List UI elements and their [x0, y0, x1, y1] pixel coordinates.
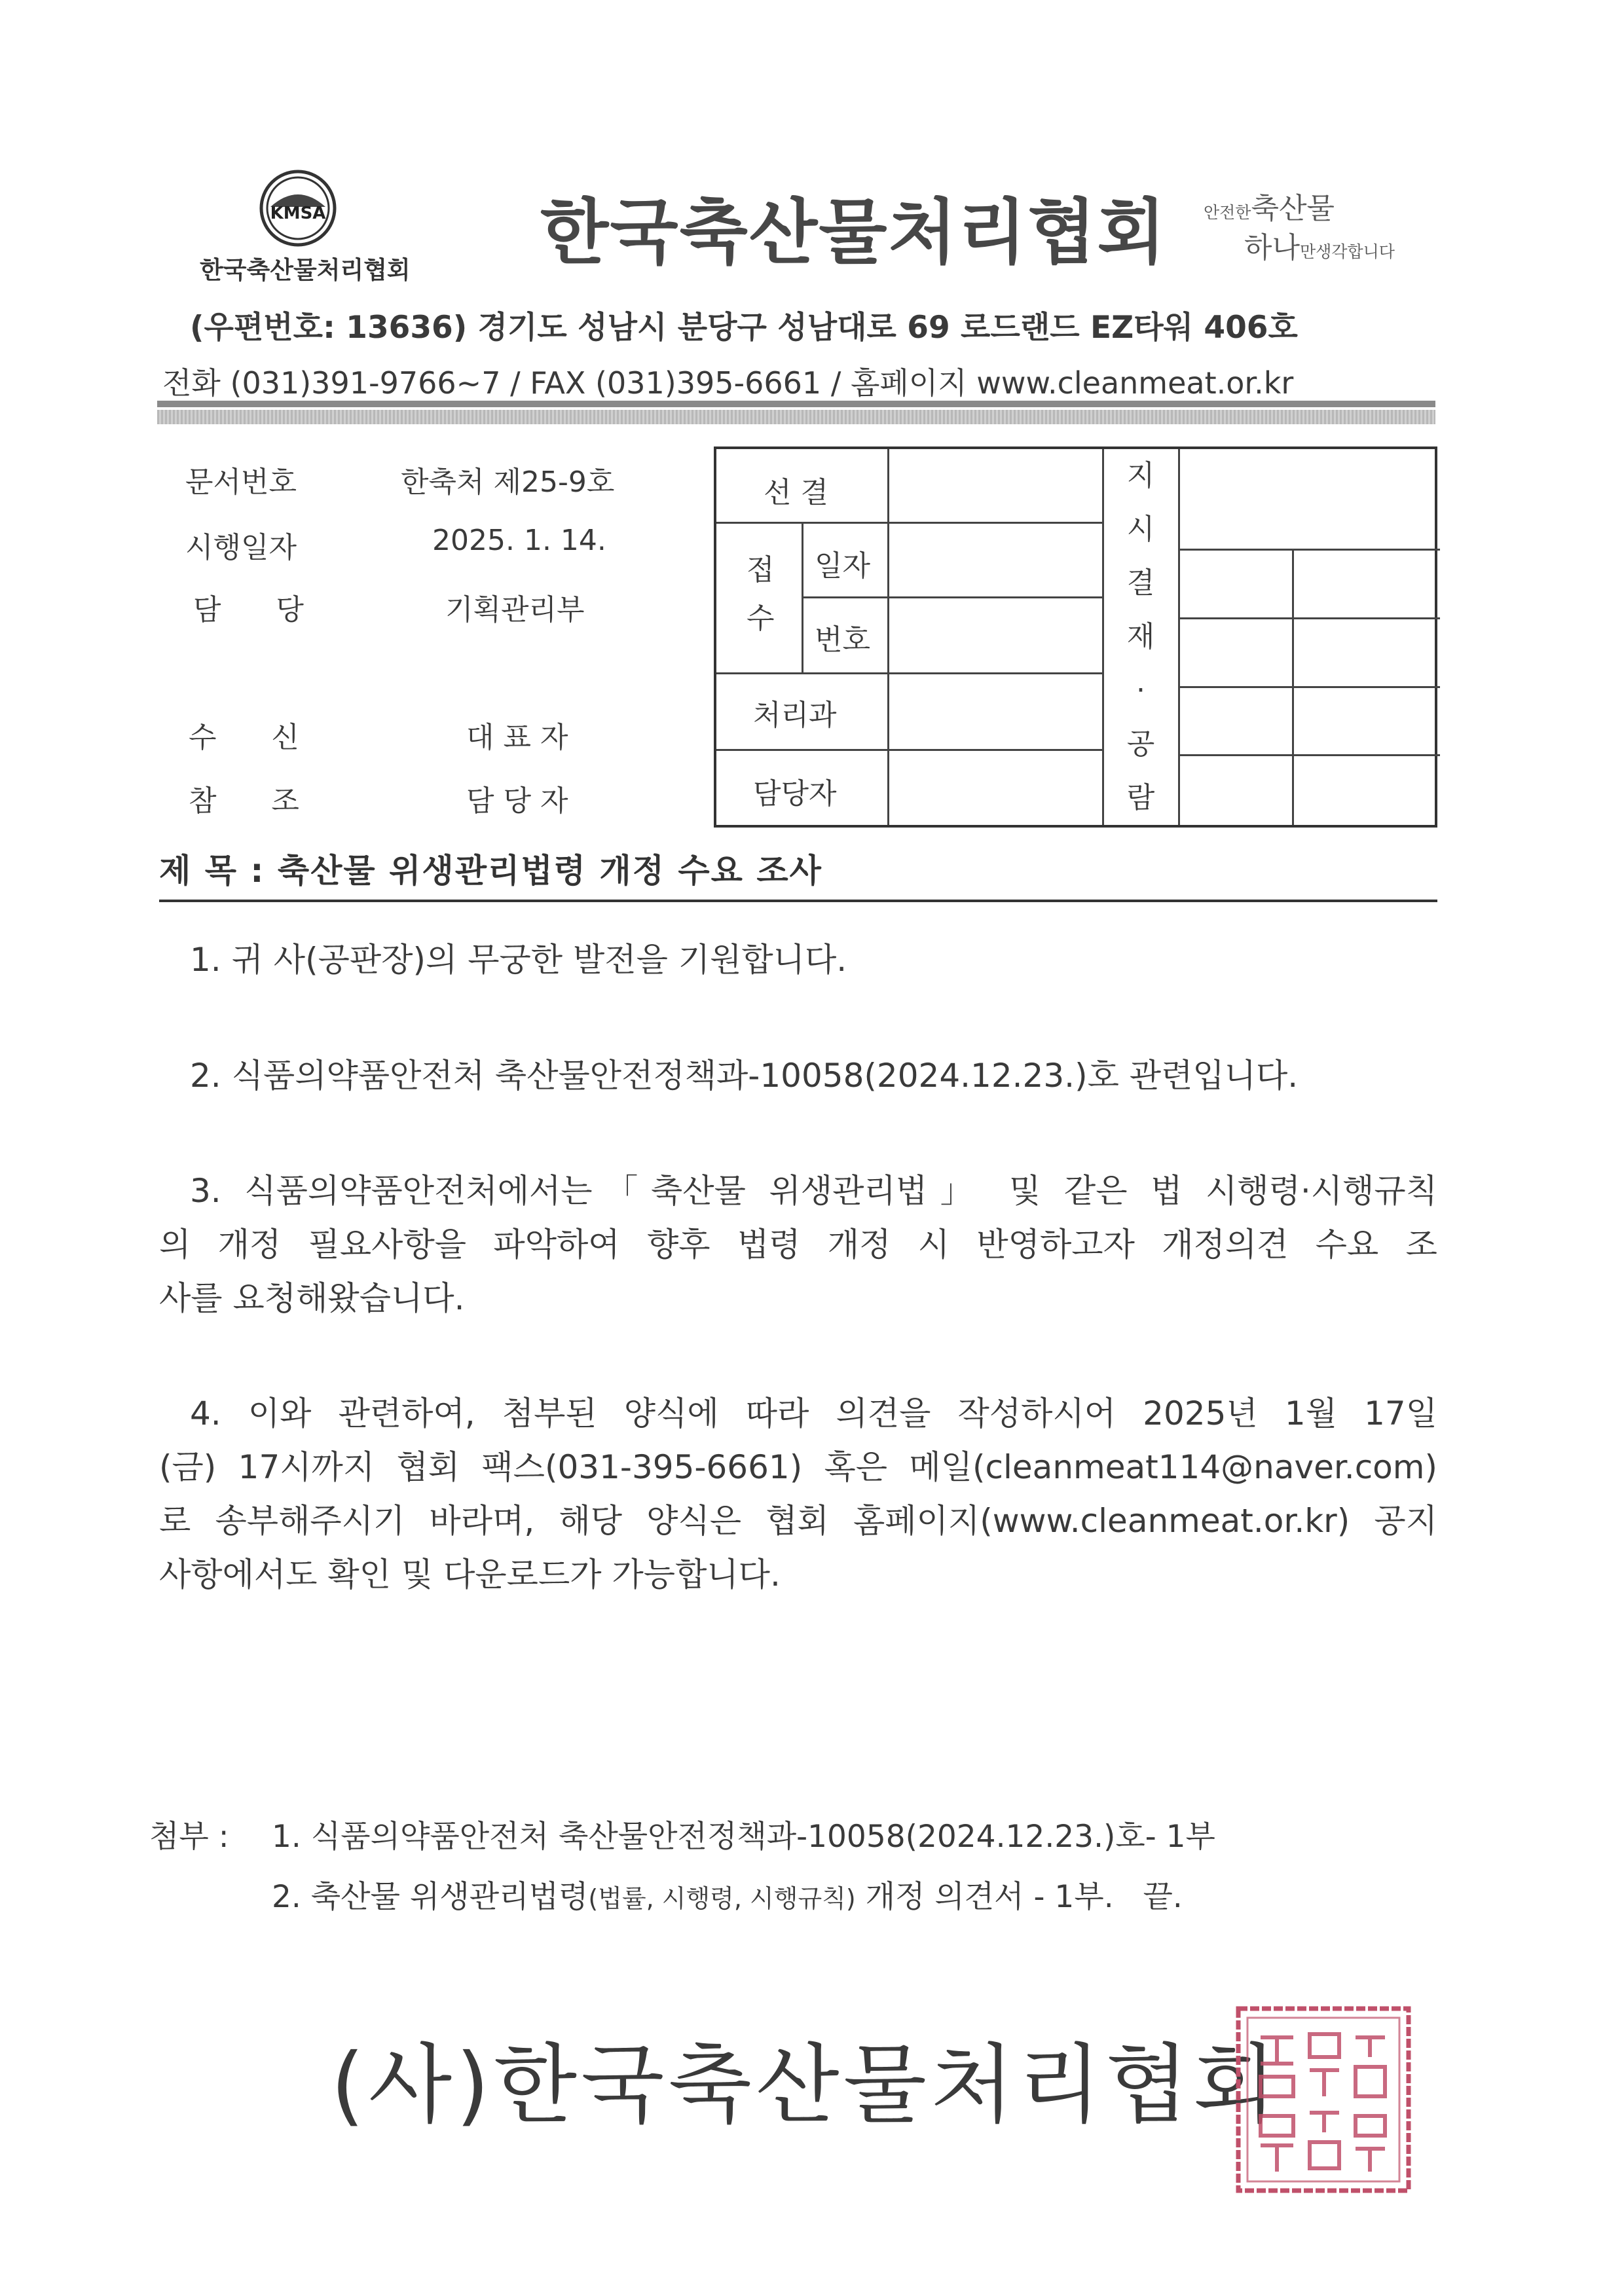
attachment-item-1: 1. 식품의약품안전처 축산물안전정책과-10058(2024.12.23.)호- 1부: [272, 1819, 1215, 1855]
address: (우편번호: 13636) 경기도 성남시 분당구 성남대로 69 로드랜드 EZ타워 406호: [190, 310, 1298, 346]
manager-value: 기획관리부: [445, 593, 585, 627]
approval-jeopsu-1: 접: [747, 553, 775, 587]
attachments-label: 첨부 :: [149, 1819, 229, 1855]
approval-date: 일자: [815, 549, 871, 583]
header-divider-pattern: [157, 410, 1435, 424]
kmsa-logo: [259, 169, 337, 247]
contact-line: 전화 (031)391-9766~7 / FAX (031)395-6661 / 홈페이지 www.cleanmeat.or.kr: [162, 365, 1294, 401]
approval-table: [714, 446, 1437, 828]
manager-label: 담 당: [193, 593, 304, 627]
slogan-line-2: 하나만생각합니다: [1244, 231, 1395, 264]
approval-vertical-label: 지 시 결 재 · 공 람: [1126, 459, 1155, 814]
doc-number-value: 한축처 제25-9호: [401, 465, 615, 499]
body-paragraph-4: 4. 이와 관련하여, 첨부된 양식에 따라 의견을 작성하시어 2025년 1월 17일 (금) 17시까지 협회 팩스(031-395-6661) 혹은 메일(cleanmeat114@naver.com) 로 송부해주시기 바라며, 해당 양식은 협회 홈페이지(www.cleanmeat.or.kr) 공지 사항에서도 확인 및 다운로드가 가능합니다.: [159, 1394, 1437, 1594]
body-paragraph-1: 1. 귀 사(공판장)의 무궁한 발전을 기원합니다.: [190, 941, 847, 979]
approval-jeopsu-2: 수: [747, 602, 775, 635]
date-value: 2025. 1. 14.: [432, 524, 606, 557]
org-title: 한국축산물처리협회: [540, 192, 1167, 274]
attachment-item-2: 2. 축산물 위생관리법령(법률, 시행령, 시행규칙) 개정 의견서 - 1부. 끝.: [272, 1879, 1183, 1915]
reference-value: 담 당 자: [466, 784, 568, 818]
approval-number: 번호: [815, 623, 871, 657]
official-seal: [1234, 2005, 1412, 2195]
slogan-line-1: 안전한축산물: [1204, 192, 1335, 225]
svg-text:KMSA: KMSA: [270, 204, 326, 223]
approval-person-in-charge: 담당자: [753, 777, 837, 811]
doc-number-label: 문서번호: [185, 465, 297, 499]
date-label: 시행일자: [185, 531, 297, 564]
subject-divider: [159, 900, 1437, 902]
recipient-value: 대 표 자: [466, 721, 568, 754]
recipient-label: 수 신: [189, 721, 299, 754]
approval-seongyeol: 선 결: [764, 476, 828, 509]
header-divider: [157, 401, 1435, 407]
subject-line: 제 목 : 축산물 위생관리법령 개정 수요 조사: [159, 852, 822, 890]
footer-org-name: (사)한국축산물처리협회: [331, 2035, 1281, 2136]
approval-processing-dept: 처리과: [753, 699, 837, 732]
logo-caption: 한국축산물처리협회: [200, 256, 411, 284]
body-paragraph-3: 3. 식품의약품안전처에서는「축산물 위생관리법」 및 같은 법 시행령·시행규칙 의 개정 필요사항을 파악하여 향후 법령 개정 시 반영하고자 개정의견 수요 조 사를 요청해왔습니다.: [159, 1172, 1437, 1317]
reference-label: 참 조: [189, 784, 299, 818]
body-paragraph-2: 2. 식품의약품안전처 축산물안전정책과-10058(2024.12.23.)호 관련입니다.: [190, 1057, 1299, 1095]
